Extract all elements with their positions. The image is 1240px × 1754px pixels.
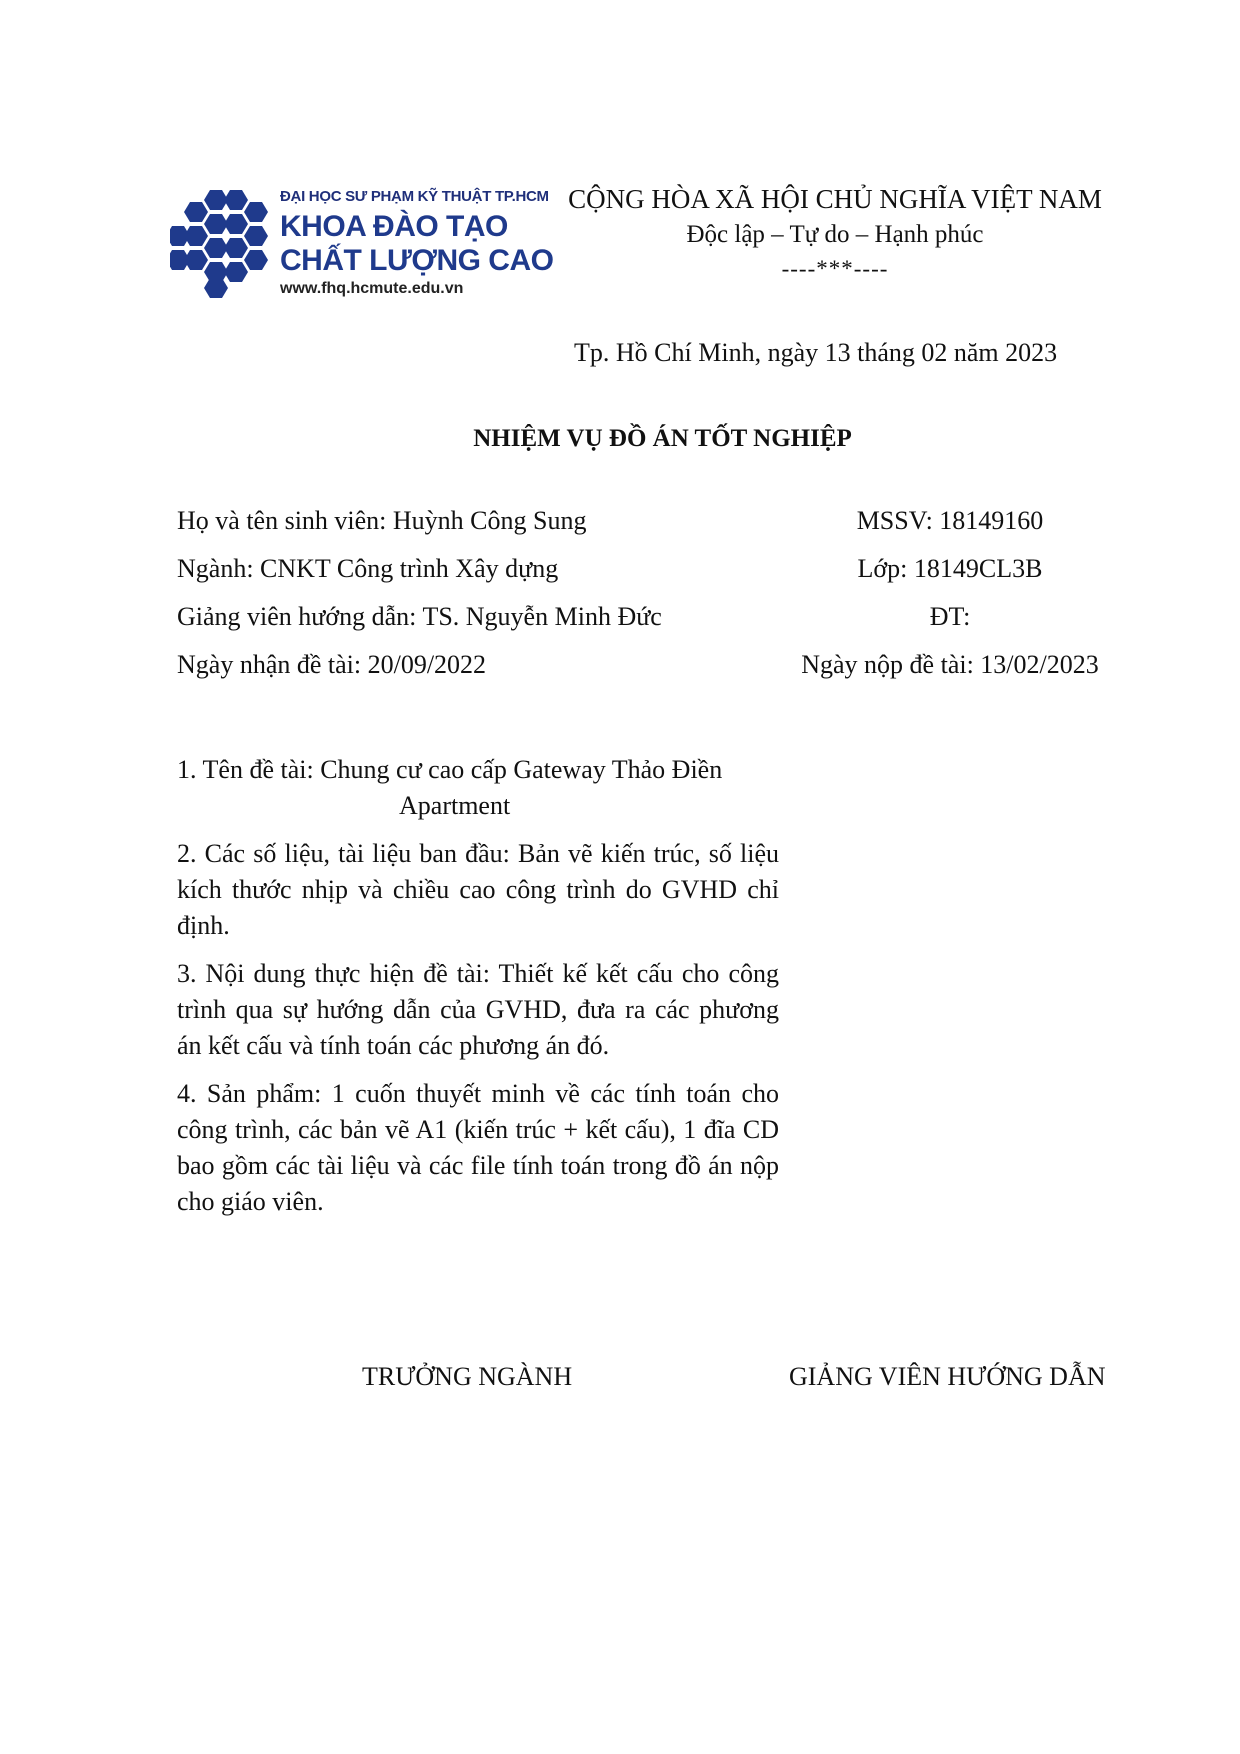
student-name: Họ và tên sinh viên: Huỳnh Công Sung	[177, 506, 587, 535]
task-item-products: 4. Sản phẩm: 1 cuốn thuyết minh về các tính toán cho công trình, các bản vẽ A1 (kiến trúc + kết cấu), 1 đĩa CD bao gồm các tài liệu và các file tính toán trong đồ án nộp cho giáo viên.	[177, 1079, 779, 1216]
logo-faculty-line2: CHẤT LƯỢNG CAO	[280, 244, 554, 277]
received-date: Ngày nhận đề tài: 20/09/2022	[177, 650, 487, 679]
task-topic-line2: Apartment	[399, 791, 511, 820]
hexagon-cluster-logo-icon	[170, 188, 274, 300]
task-item-content: 3. Nội dung thực hiện đề tài: Thiết kế kết cấu cho công trình qua sự hướng dẫn của GVHD, đưa ra các phương án kết cấu và tính toán các phương án đó.	[177, 959, 779, 1060]
major: Ngành: CNKT Công trình Xây dựng	[177, 554, 559, 583]
submit-date: Ngày nộp đề tài: 13/02/2023	[801, 650, 1099, 679]
class-code: Lớp: 18149CL3B	[857, 554, 1043, 583]
national-title: CỘNG HÒA XÃ HỘI CHỦ NGHĨA VIỆT NAM	[568, 184, 1102, 214]
task-list	[177, 752, 779, 1232]
task-topic-line1: 1. Tên đề tài: Chung cư cao cấp Gateway Thảo Điền	[177, 755, 723, 784]
phone: ĐT:	[929, 602, 971, 631]
logo-university-name: ĐẠI HỌC SƯ PHẠM KỸ THUẬT TP.HCM	[280, 188, 549, 205]
task-item-initial-data: 2. Các số liệu, tài liệu ban đầu: Bản vẽ kiến trúc, số liệu kích thước nhịp và chiều cao công trình do GVHD chỉ định.	[177, 839, 779, 940]
header-separator: ----***----	[781, 256, 889, 281]
logo-website: www.fhq.hcmute.edu.vn	[280, 280, 464, 297]
signature-head-of-major: TRƯỞNG NGÀNH	[362, 1362, 573, 1391]
faculty-logo	[170, 188, 554, 300]
national-motto: Độc lập – Tự do – Hạnh phúc	[686, 221, 984, 248]
logo-faculty-line1: KHOA ĐÀO TẠO	[280, 210, 508, 243]
student-id: MSSV: 18149160	[856, 506, 1044, 535]
place-date: Tp. Hồ Chí Minh, ngày 13 tháng 02 năm 2023	[574, 338, 1058, 367]
task-item-topic	[177, 752, 779, 824]
signature-advisor: GIẢNG VIÊN HƯỚNG DẪN	[789, 1362, 1106, 1391]
document-title: NHIỆM VỤ ĐỒ ÁN TỐT NGHIỆP	[473, 425, 852, 452]
advisor: Giảng viên hướng dẫn: TS. Nguyễn Minh Đức	[177, 602, 662, 631]
